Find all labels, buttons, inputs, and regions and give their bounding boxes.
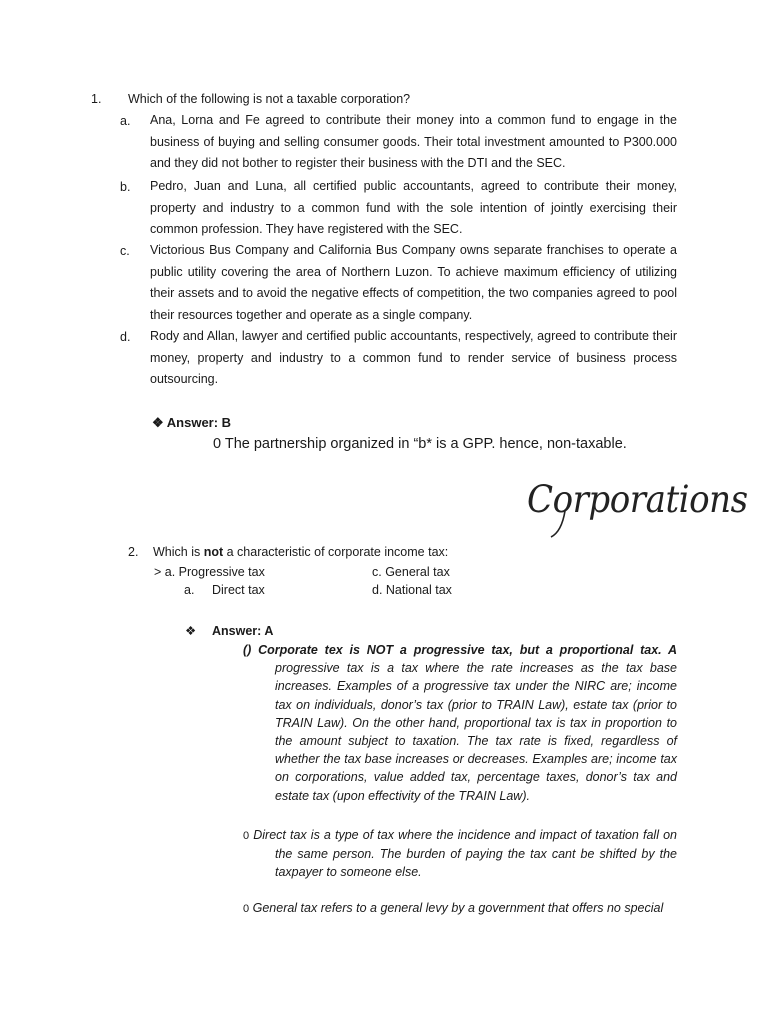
- answer-2-bullet: ❖: [185, 624, 197, 638]
- choice-direct: Direct tax: [212, 583, 265, 597]
- option-c-letter: c.: [120, 244, 130, 258]
- option-a-letter: a.: [120, 114, 131, 128]
- option-a-text: Ana, Lorna and Fe agreed to contribute their money into a common fund to engage in the business of buying and selling consumer goods. Their total investment amounted to P300.000 and they did not bother to register their business with the DTI and the SEC.: [150, 113, 677, 171]
- question-2-number: 2.: [128, 545, 139, 559]
- option-d-text: Rody and Allan, lawyer and certified public accountants, respectively, agreed to contribute their money, property and industry to a common fund to render service of business process outsourcing.: [150, 329, 677, 387]
- question-1-number: 1.: [91, 92, 102, 106]
- choice-general: c. General tax: [372, 565, 450, 579]
- option-b-text: Pedro, Juan and Luna, all certified public accountants, agreed to contribute their money, property and industry to a common fund with the sole intention of jointly exercising their common profession. They have registered with the SEC.: [150, 179, 677, 237]
- question-2-text: Which is not a characteristic of corporate income tax:: [153, 545, 449, 559]
- answer-1-explanation: 0 The partnership organized in “b* is a GPP. hence, non-taxable.: [213, 436, 627, 452]
- answer-2-label: Answer: A: [212, 624, 274, 638]
- answer-2-para-1: () Corporate tex is NOT a progressive tax, but a proportional tax. A progressive tax is a tax where the rate increases as the tax base increases. Examples of a progressive tax under the NIRC are; income tax on individuals, donor’s tax (prior to TRAIN Law), estate tax (prior to TRAIN Law). On the other hand, proportional tax is tax in proportion to the amount subject to taxation. The tax rate is fixed, regardless of whether the tax base increases or decreases. Examples are; income tax on corporations, value added tax, percentage taxes, donor’s tax and estate tax (upon effectivity of the TRAIN Law).: [243, 643, 677, 803]
- choice-direct-letter: a.: [184, 583, 195, 597]
- logo-flourish: [545, 505, 585, 541]
- choice-national: d. National tax: [372, 583, 452, 597]
- option-c-text: Victorious Bus Company and California Bus Company owns separate franchises to operate a public utility covering the area of Northern Luzon. To achieve maximum efficiency of utilizing their assets and to avoid the negative effects of competition, the two companies agreed to pool their resources together and operate as a single company.: [150, 243, 677, 323]
- question-1-text: Which of the following is not a taxable corporation?: [128, 92, 411, 106]
- answer-1: ❖ Answer: B: [152, 415, 232, 430]
- answer-2-para-2: 0 Direct tax is a type of tax where the incidence and impact of taxation fall on the same person. The burden of paying the tax cant be shifted by the taxpayer to someone else.: [243, 828, 677, 880]
- option-d-letter: d.: [120, 330, 131, 344]
- choice-progressive: > a. Progressive tax: [154, 565, 265, 579]
- corporations-logo: Corporations: [527, 478, 748, 521]
- answer-2-para-3: 0 General tax refers to a general levy by a government that offers no special: [243, 901, 664, 915]
- option-b-letter: b.: [120, 180, 131, 194]
